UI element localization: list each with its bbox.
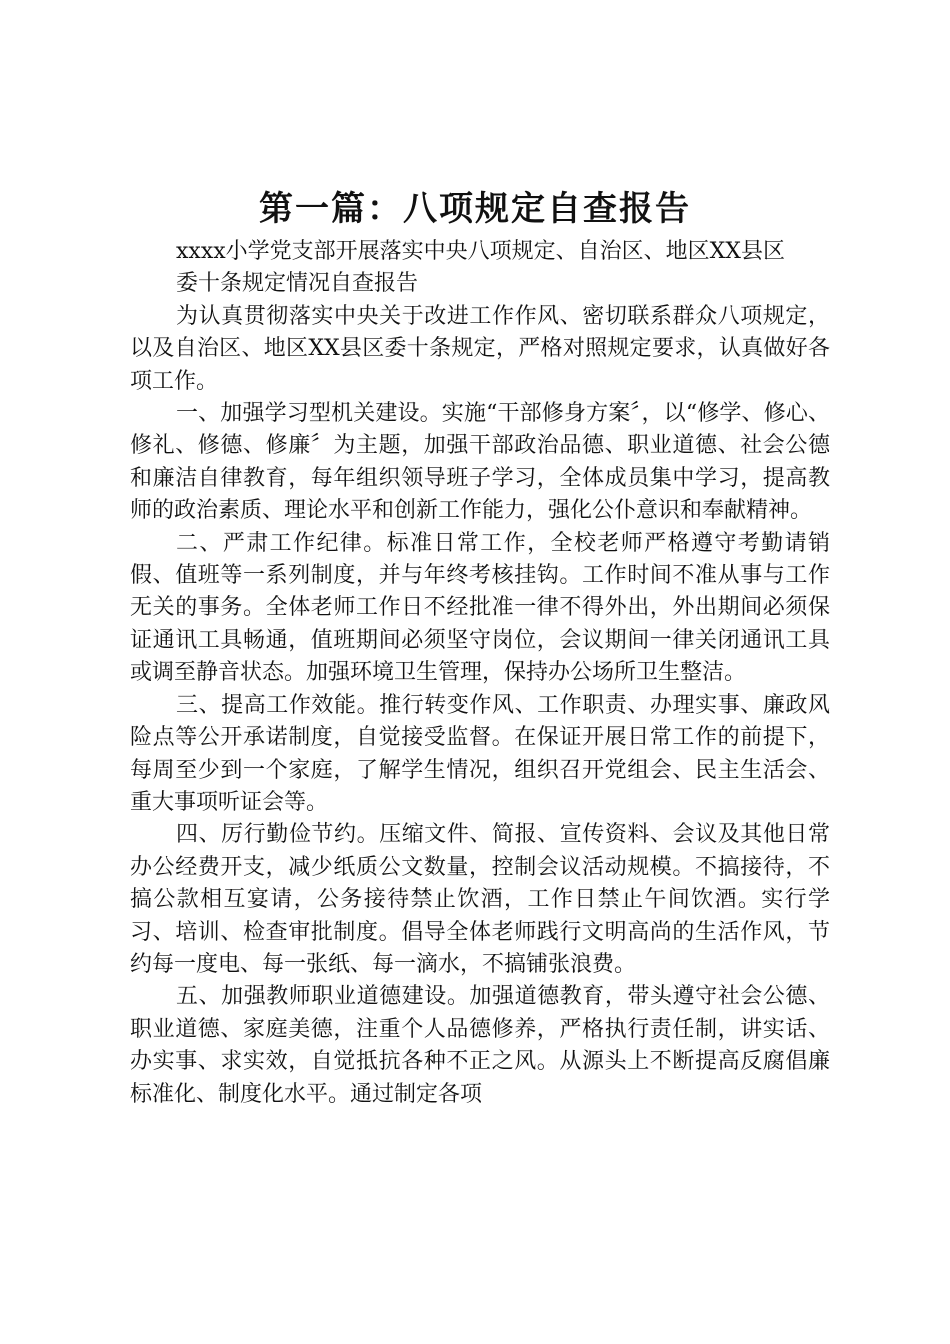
paragraph-section-1: 一、加强学习型机关建设。实施“干部修身方案〞，以“修学、修心、修礼、修德、修廉〞为主题，加强干部政治品德、职业道德、社会公德和廉洁自律教育，每年组织领导班子学习，全体成员集中学习，提高教师的政治素质、理论水平和创新工作能力，强化公仆意识和奉献精神。	[130, 401, 830, 524]
paragraph-intro: 为认真贯彻落实中央关于改进工作作风、密切联系群众八项规定，以及自治区、地区XX县区委十条规定，严格对照规定要求，认真做好各项工作。	[130, 303, 830, 394]
paragraph-section-3: 三、提高工作效能。推行转变作风、工作职责、办理实事、廉政风险点等公开承诺制度，自觉接受监督。在保证开展日常工作的前提下，每周至少到一个家庭，了解学生情况，组织召开党组会、民主生活会、重大事项听证会等。	[130, 692, 830, 815]
paragraph-section-4: 四、厉行勤俭节约。压缩文件、简报、宣传资料、会议及其他日常办公经费开支，减少纸质公文数量，控制会议活动规模。不搞接待，不搞公款相互宴请，公务接待禁止饮酒，工作日禁止午间饮酒。实行学习、培训、检查审批制度。倡导全体老师践行文明高尚的生活作风，节约每一度电、每一张纸、每一滴水，不搞铺张浪费。	[130, 822, 830, 977]
paragraph-heading-line-2: 委十条规定情况自查报告	[176, 271, 419, 297]
paragraph-heading-line-1: xxxx小学党支部开展落实中央八项规定、自治区、地区XX县区	[176, 239, 785, 264]
paragraph-section-5: 五、加强教师职业道德建设。加强道德教育，带头遵守社会公德、职业道德、家庭美德，注重个人品德修养，严格执行责任制，讲实话、办实事、求实效，自觉抵抗各种不正之风。从源头上不断提高反腐倡廉标准化、制度化水平。通过制定各项	[130, 984, 830, 1107]
document-title: 第一篇：八项规定自查报告	[259, 189, 691, 229]
document-body	[130, 236, 830, 1111]
paragraph-section-2: 二、严肃工作纪律。标准日常工作，全校老师严格遵守考勤请销假、值班等一系列制度，并与年终考核挂钩。工作时间不准从事与工作无关的事务。全体老师工作日不经批准一律不得外出，外出期间必须保证通讯工具畅通，值班期间必须坚守岗位，会议期间一律关闭通讯工具或调至静音状态。加强环境卫生管理，保持办公场所卫生整洁。	[130, 530, 830, 686]
